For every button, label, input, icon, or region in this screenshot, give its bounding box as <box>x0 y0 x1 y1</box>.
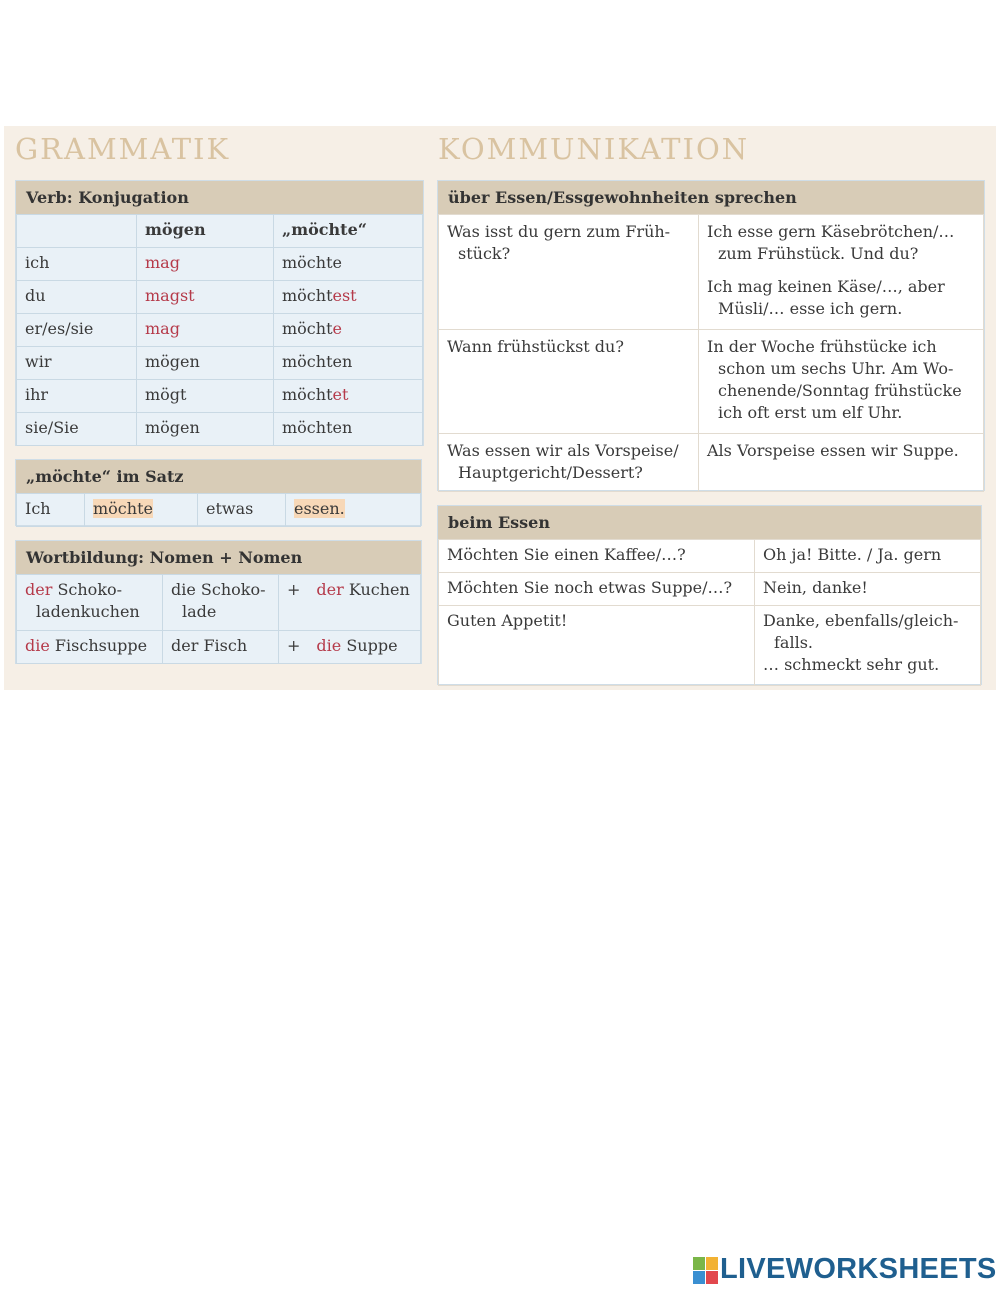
question-line: stück? <box>458 244 511 263</box>
table-row <box>17 314 423 347</box>
moegen-cell: mögt <box>137 380 274 413</box>
sentence-word: Ich <box>17 494 85 527</box>
liveworksheets-logo-icon <box>693 1257 717 1283</box>
moechte-stem: möchte <box>282 253 342 272</box>
table-row <box>17 494 421 527</box>
compound-cell <box>17 575 163 631</box>
answer-cell: Nein, danke! <box>755 573 981 606</box>
moechte-ending: et <box>332 385 349 404</box>
question-cell: Wann frühstückst du? <box>439 330 699 434</box>
compound-part: ladenkuchen <box>36 602 140 621</box>
part1-line: die Schoko- <box>171 580 266 599</box>
moegen-cell: mögen <box>137 413 274 446</box>
food-talk-header: über Essen/Essgewohnheiten sprechen <box>438 181 984 214</box>
moechte-stem: möcht <box>282 319 333 338</box>
moechte-ending: est <box>332 286 357 305</box>
answer-cell: Als Vorspeise essen wir Suppe. <box>699 434 984 492</box>
question-cell: Möchten Sie einen Kaffee/…? <box>439 540 755 573</box>
article: die <box>316 636 342 655</box>
pronoun-cell: sie/Sie <box>17 413 137 446</box>
plus-sign: + <box>279 631 309 664</box>
part1-cell <box>163 575 279 631</box>
pronoun-cell: du <box>17 281 137 314</box>
sentence-verb-highlight: möchte <box>93 499 153 518</box>
table-row <box>439 215 984 330</box>
noun: Suppe <box>346 636 398 655</box>
compound-cell <box>17 631 163 664</box>
answer-line: In der Woche frühstücke ich <box>707 337 937 356</box>
question-cell: Möchten Sie noch etwas Suppe/…? <box>439 573 755 606</box>
question-line: Hauptgericht/Dessert? <box>458 463 643 482</box>
sentence-word-cell <box>286 494 421 527</box>
table-row <box>439 330 984 434</box>
grammatik-title: GRAMMATIK <box>15 132 231 166</box>
answer-line: ich oft erst um elf Uhr. <box>718 403 903 422</box>
sentence-table <box>16 493 421 527</box>
column-header: „möchte“ <box>274 215 423 248</box>
article: der <box>25 580 53 599</box>
food-talk-table <box>438 214 984 492</box>
article: die <box>25 636 50 655</box>
moechte-cell <box>274 413 423 446</box>
sentence-infinitive-highlight: essen. <box>294 499 345 518</box>
pronoun-cell: wir <box>17 347 137 380</box>
moechte-stem: möcht <box>282 286 333 305</box>
answer-cell <box>699 330 984 434</box>
liveworksheets-logo[interactable] <box>693 1253 997 1286</box>
answer-line: schon um sechs Uhr. Am Wo- <box>718 359 954 378</box>
moechte-cell <box>274 314 423 347</box>
question-cell: Guten Appetit! <box>439 606 755 686</box>
answer-line: falls. <box>774 633 813 652</box>
sentence-box <box>15 459 422 526</box>
answer-line: Ich esse gern Käsebrötchen/… <box>707 222 955 241</box>
table-row <box>17 281 423 314</box>
answer-cell <box>755 606 981 686</box>
word-formation-table <box>16 574 421 664</box>
part1-line: lade <box>182 602 217 621</box>
sentence-word-cell <box>85 494 198 527</box>
table-row <box>17 347 423 380</box>
answer-line: Danke, ebenfalls/gleich- <box>763 611 959 630</box>
answer-line: … schmeckt sehr gut. <box>763 655 940 674</box>
compound-word: Fischsuppe <box>54 636 148 655</box>
word-formation-header: Wortbildung: Nomen + Nomen <box>16 541 421 574</box>
table-row <box>17 575 421 631</box>
answer-line: Müsli/… esse ich gern. <box>718 299 903 318</box>
moechte-cell <box>274 347 423 380</box>
answer-cell: Oh ja! Bitte. / Ja. gern <box>755 540 981 573</box>
column-header: mögen <box>137 215 274 248</box>
moechte-cell <box>274 281 423 314</box>
kommunikation-title: KOMMUNIKATION <box>438 132 750 166</box>
noun: Kuchen <box>348 580 410 599</box>
at-meal-header: beim Essen <box>438 506 981 539</box>
table-row <box>439 434 984 492</box>
at-meal-box <box>437 505 982 685</box>
word-formation-box <box>15 540 422 664</box>
answer-cell <box>699 215 984 330</box>
moegen-cell: mag <box>137 314 274 347</box>
question-cell <box>439 215 699 330</box>
at-meal-table <box>438 539 981 686</box>
moechte-stem: möchten <box>282 352 353 371</box>
moechte-ending: e <box>332 319 342 338</box>
article: der <box>316 580 344 599</box>
part1-cell: der Fisch <box>163 631 279 664</box>
sentence-word: etwas <box>198 494 286 527</box>
question-line: Was isst du gern zum Früh- <box>447 222 671 241</box>
table-row <box>439 606 981 686</box>
moegen-cell: magst <box>137 281 274 314</box>
moechte-stem: möchten <box>282 418 353 437</box>
part2-cell <box>308 631 420 664</box>
table-row <box>439 540 981 573</box>
answer-line: zum Frühstück. Und du? <box>718 244 919 263</box>
moegen-cell: mag <box>137 248 274 281</box>
answer-line: Ich mag keinen Käse/…, aber <box>707 277 945 296</box>
table-row <box>17 215 423 248</box>
question-cell <box>439 434 699 492</box>
table-row <box>17 413 423 446</box>
moechte-stem: möcht <box>282 385 333 404</box>
part2-cell <box>308 575 420 631</box>
conjugation-box <box>15 180 424 446</box>
table-row <box>17 248 423 281</box>
column-header <box>17 215 137 248</box>
pronoun-cell: er/es/sie <box>17 314 137 347</box>
moegen-cell: mögen <box>137 347 274 380</box>
table-row <box>439 573 981 606</box>
sentence-header: „möchte“ im Satz <box>16 460 421 493</box>
conjugation-table <box>16 214 423 446</box>
table-row <box>17 380 423 413</box>
question-line: Was essen wir als Vorspeise/ <box>447 441 679 460</box>
compound-part: Schoko- <box>57 580 123 599</box>
moechte-cell <box>274 248 423 281</box>
moechte-cell <box>274 380 423 413</box>
pronoun-cell: ihr <box>17 380 137 413</box>
food-talk-box <box>437 180 985 491</box>
logo-text: LIVEWORKSHEETS <box>720 1253 997 1285</box>
answer-line: chenende/Sonntag frühstücke <box>718 381 962 400</box>
conjugation-header: Verb: Konjugation <box>16 181 423 214</box>
table-row <box>17 631 421 664</box>
plus-sign: + <box>279 575 309 631</box>
pronoun-cell: ich <box>17 248 137 281</box>
